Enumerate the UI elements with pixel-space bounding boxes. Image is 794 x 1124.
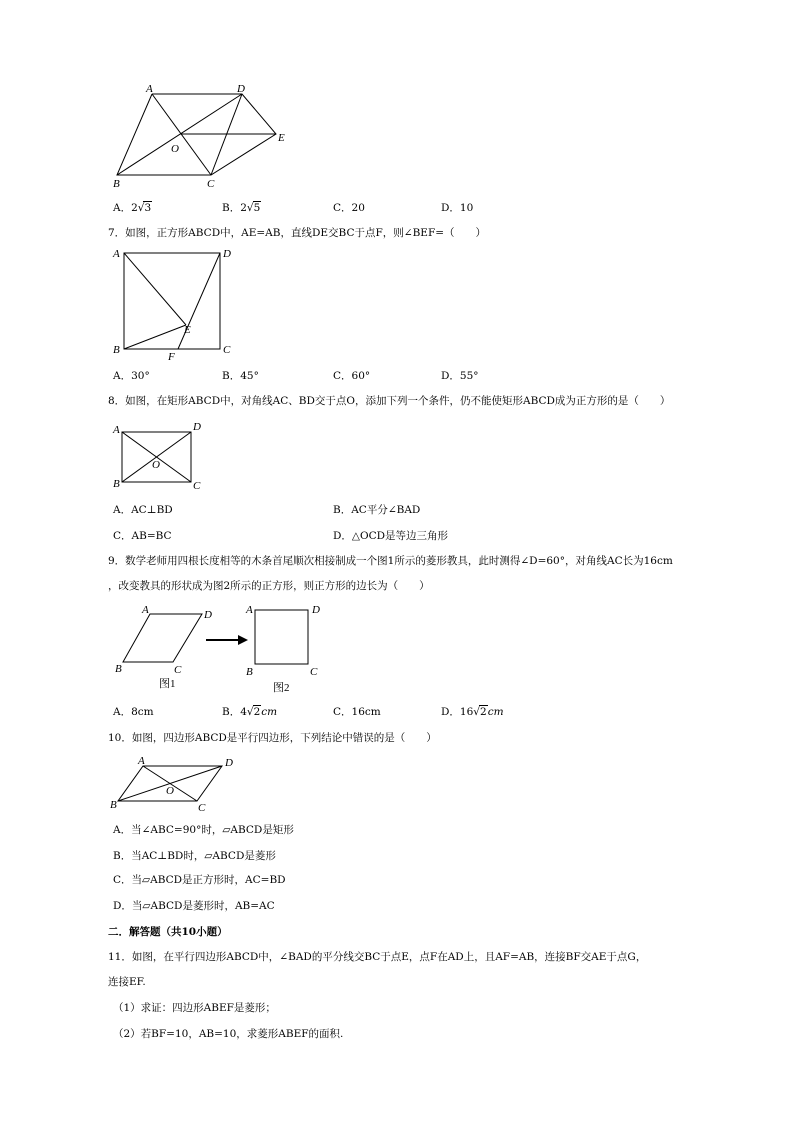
- q9-option-b: B．4√2cm: [222, 706, 278, 718]
- q7-option-a: A．30°: [113, 370, 150, 382]
- q8-stem: 8．如图，在矩形ABCD中，对角线AC、BD交于点O，添加下列一个条件，仍不能使矩形ABCD成为正方形的是（ ）: [108, 395, 671, 407]
- q11-part2: （2）若BF=10，AB=10，求菱形ABEF的面积.: [113, 1028, 344, 1040]
- q6-option-d: D．10: [441, 202, 474, 214]
- q7-stem: 7．如图，正方形ABCD中，AE=AB，直线DE交BC于点F，则∠BEF=（ ）: [108, 227, 487, 239]
- q11-stem-line1: 11．如图，在平行四边形ABCD中，∠BAD的平分线交BC于点E，点F在AD上，且AF=AB，连接BF交AE于点G，: [108, 951, 647, 963]
- q7-option-c: C．60°: [333, 370, 371, 382]
- q11-part1: （1）求证：四边形ABEF是菱形；: [113, 1002, 276, 1014]
- fig7-label-a: A: [113, 248, 120, 260]
- fig9-2-label-a: A: [246, 604, 253, 616]
- fig8-label-d: D: [193, 421, 201, 433]
- q6-option-b: B．2√5: [222, 202, 261, 214]
- q8-option-d: D．△OCD是等边三角形: [333, 530, 449, 542]
- fig10-label-a: A: [138, 755, 145, 767]
- fig2-caption: 图2: [273, 682, 290, 694]
- q9-option-d: D．16√2cm: [441, 706, 504, 718]
- fig8-label-o: O: [152, 459, 160, 471]
- fig1-caption: 图1: [159, 678, 176, 690]
- fig6-label-o: O: [171, 143, 179, 155]
- fig9-1-label-d: D: [204, 609, 212, 621]
- fig7-label-c: C: [223, 344, 231, 356]
- q9-stem-line1: 9．数学老师用四根长度相等的木条首尾顺次相接制成一个图1所示的菱形教具，此时测得∠D=60°，对角线AC长为16cm: [108, 555, 673, 567]
- q10-option-d: D．当▱ABCD是菱形时，AB=AC: [113, 900, 275, 912]
- fig6-label-e: E: [278, 132, 285, 144]
- fig10-label-d: D: [225, 757, 233, 769]
- q10-option-a: A．当∠ABC=90°时，▱ABCD是矩形: [113, 824, 294, 836]
- q7-option-b: B．45°: [222, 370, 259, 382]
- fig7-label-e: E: [184, 324, 191, 336]
- fig6-label-a: A: [146, 83, 153, 95]
- q9-option-a: A．8cm: [113, 706, 154, 718]
- q10-option-b: B．当AC⊥BD时，▱ABCD是菱形: [113, 850, 276, 862]
- fig7-label-f: F: [168, 351, 175, 363]
- fig10-label-b: B: [110, 799, 117, 811]
- fig10-label-o: O: [166, 785, 174, 797]
- fig9-2-label-d: D: [312, 604, 320, 616]
- q10-option-c: C．当▱ABCD是正方形时，AC=BD: [113, 874, 286, 886]
- fig8-label-b: B: [113, 478, 120, 490]
- fig6-label-c: C: [207, 178, 215, 190]
- q9-option-c: C．16cm: [333, 706, 381, 718]
- q10-stem: 10．如图，四边形ABCD是平行四边形，下列结论中错误的是（ ）: [108, 732, 437, 744]
- q8-option-b: B．AC平分∠BAD: [333, 504, 421, 516]
- section-2-title: 二．解答题（共10小题）: [108, 926, 228, 938]
- fig9-2-label-b: B: [246, 666, 253, 678]
- q7-option-d: D．55°: [441, 370, 479, 382]
- fig8-label-a: A: [113, 424, 120, 436]
- fig9-1-label-c: C: [174, 664, 182, 676]
- q6-option-a: A．2√3: [113, 202, 152, 214]
- fig10-label-c: C: [198, 802, 206, 814]
- q6-option-c: C．20: [333, 202, 365, 214]
- fig7-label-d: D: [223, 248, 231, 260]
- q8-option-a: A．AC⊥BD: [113, 504, 173, 516]
- fig6-label-b: B: [113, 178, 120, 190]
- fig9-1-label-b: B: [115, 663, 122, 675]
- fig9-1-label-a: A: [142, 604, 149, 616]
- fig9-2-label-c: C: [310, 666, 318, 678]
- q9-stem-line2: ，改变教具的形状成为图2所示的正方形，则正方形的边长为（ ）: [108, 580, 430, 592]
- fig7-label-b: B: [113, 344, 120, 356]
- q11-stem-line2: 连接EF.: [108, 976, 146, 988]
- fig8-label-c: C: [193, 480, 201, 492]
- fig6-label-d: D: [237, 83, 245, 95]
- q8-option-c: C．AB=BC: [113, 530, 172, 542]
